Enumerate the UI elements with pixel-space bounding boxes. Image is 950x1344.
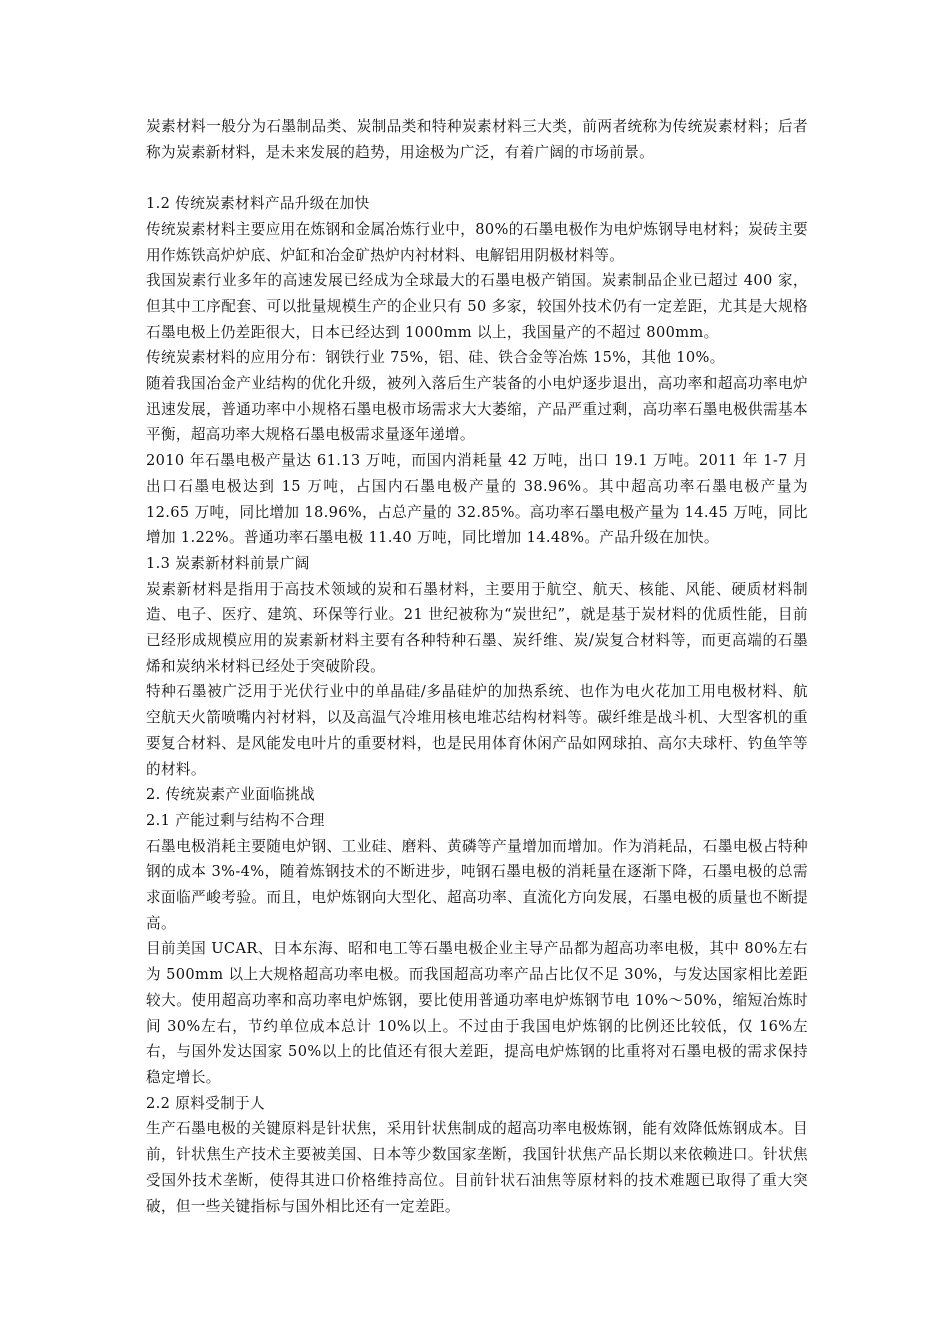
section-heading-2-2: 2.2 原料受制于人 xyxy=(146,1094,265,1112)
section-heading-2: 2. 传统炭素产业面临挑战 xyxy=(146,786,316,804)
section-heading-1-3: 1.3 炭素新材料前景广阔 xyxy=(146,554,310,572)
paragraph: 炭素新材料是指用于高技术领域的炭和石墨材料，主要用于航空、航天、核能、风能、硬质材料制造、电子、医疗、建筑、环保等行业。21 世纪被称为“炭世纪”，就是基于炭材料的优质性能，目前已经形成规模应用的炭素新材料主要有各种特种石墨、炭纤维、炭/炭复合材料等，而更高端的石墨烯和炭纳米材料已经处于突破阶段。 xyxy=(146,580,808,675)
paragraph: 随着我国冶金产业结构的优化升级，被列入落后生产装备的小电炉逐步退出，高功率和超高功率电炉迅速发展，普通功率中小规格石墨电极市场需求大大萎缩，产品严重过剩，高功率石墨电极供需基本平衡，超高功率大规格石墨电极需求量逐年递增。 xyxy=(146,375,808,444)
paragraph: 2010 年石墨电极产量达 61.13 万吨，而国内消耗量 42 万吨，出口 19.1 万吨。2011 年 1-7 月出口石墨电极达到 15 万吨，占国内石墨电极产量的 38.96%。其中超高功率石墨电极产量为 12.65 万吨，同比增加 18.96%，占总产量的 32.85%。高功率石墨电极产量为 14.45 万吨，同比增加 1.22%。普通功率石墨电极 11.40 万吨，同比增加 14.48%。产品升级在加快。 xyxy=(146,452,808,547)
section-heading-1-2: 1.2 传统炭素材料产品升级在加快 xyxy=(146,195,370,213)
paragraph: 传统炭素材料的应用分布：钢铁行业 75%，铝、硅、铁合金等冶炼 15%，其他 10%。 xyxy=(146,349,725,367)
section-heading-2-1: 2.1 产能过剩与结构不合理 xyxy=(146,811,325,829)
paragraph: 我国炭素行业多年的高速发展已经成为全球最大的石墨电极产销国。炭素制品企业已超过 400 家，但其中工序配套、可以批量规模生产的企业只有 50 多家，较国外技术仍有一定差距，尤其是大规格石墨电极上仍差距很大，日本已经达到 1000mm 以上，我国量产的不超过 800mm。 xyxy=(146,272,808,341)
paragraph: 炭素材料一般分为石墨制品类、炭制品类和特种炭素材料三大类，前两者统称为传统炭素材料；后者称为炭素新材料，是未来发展的趋势，用途极为广泛，有着广阔的市场前景。 xyxy=(146,118,808,161)
paragraph: 生产石墨电极的关键原料是针状焦，采用针状焦制成的超高功率电极炼钢，能有效降低炼钢成本。目前，针状焦生产技术主要被美国、日本等少数国家垄断，我国针状焦产品长期以来依赖进口。针状焦受国外技术垄断，使得其进口价格维持高位。目前针状石油焦等原材料的技术难题已取得了重大突破，但一些关键指标与国外相比还有一定差距。 xyxy=(146,1120,808,1215)
document-body xyxy=(146,114,808,1219)
paragraph: 石墨电极消耗主要随电炉钢、工业硅、磨料、黄磷等产量增加而增加。作为消耗品，石墨电极占特种钢的成本 3%-4%，随着炼钢技术的不断进步，吨钢石墨电极的消耗量在逐渐下降，石墨电极的总需求面临严峻考验。而且，电炉炼钢向大型化、超高功率、直流化方向发展，石墨电极的质量也不断提高。 xyxy=(146,837,808,932)
paragraph: 目前美国 UCAR、日本东海、昭和电工等石墨电极企业主导产品都为超高功率电极，其中 80%左右为 500mm 以上大规格超高功率电极。而我国超高功率产品占比仅不足 30%，与发达国家相比差距较大。使用超高功率和高功率电炉炼钢，要比使用普通功率电炉炼钢节电 10%～50%，缩短冶炼时间 30%左右，节约单位成本总计 10%以上。不过由于我国电炉炼钢的比例还比较低，仅 16%左右，与国外发达国家 50%以上的比值还有很大差距，提高电炉炼钢的比重将对石墨电极的需求保持稳定增长。 xyxy=(146,940,808,1086)
paragraph: 传统炭素材料主要应用在炼钢和金属冶炼行业中，80%的石墨电极作为电炉炼钢导电材料；炭砖主要用作炼铁高炉炉底、炉缸和冶金矿热炉内衬材料、电解铝用阴极材料等。 xyxy=(146,220,808,264)
blank-line xyxy=(146,165,808,191)
paragraph: 特种石墨被广泛用于光伏行业中的单晶硅/多晶硅炉的加热系统、也作为电火花加工用电极材料、航空航天火箭喷嘴内衬材料，以及高温气冷堆用核电堆芯结构材料等。碳纤维是战斗机、大型客机的重要复合材料、是风能发电叶片的重要材料，也是民用体育休闲产品如网球拍、高尔夫球杆、钓鱼竿等的材料。 xyxy=(146,683,808,778)
